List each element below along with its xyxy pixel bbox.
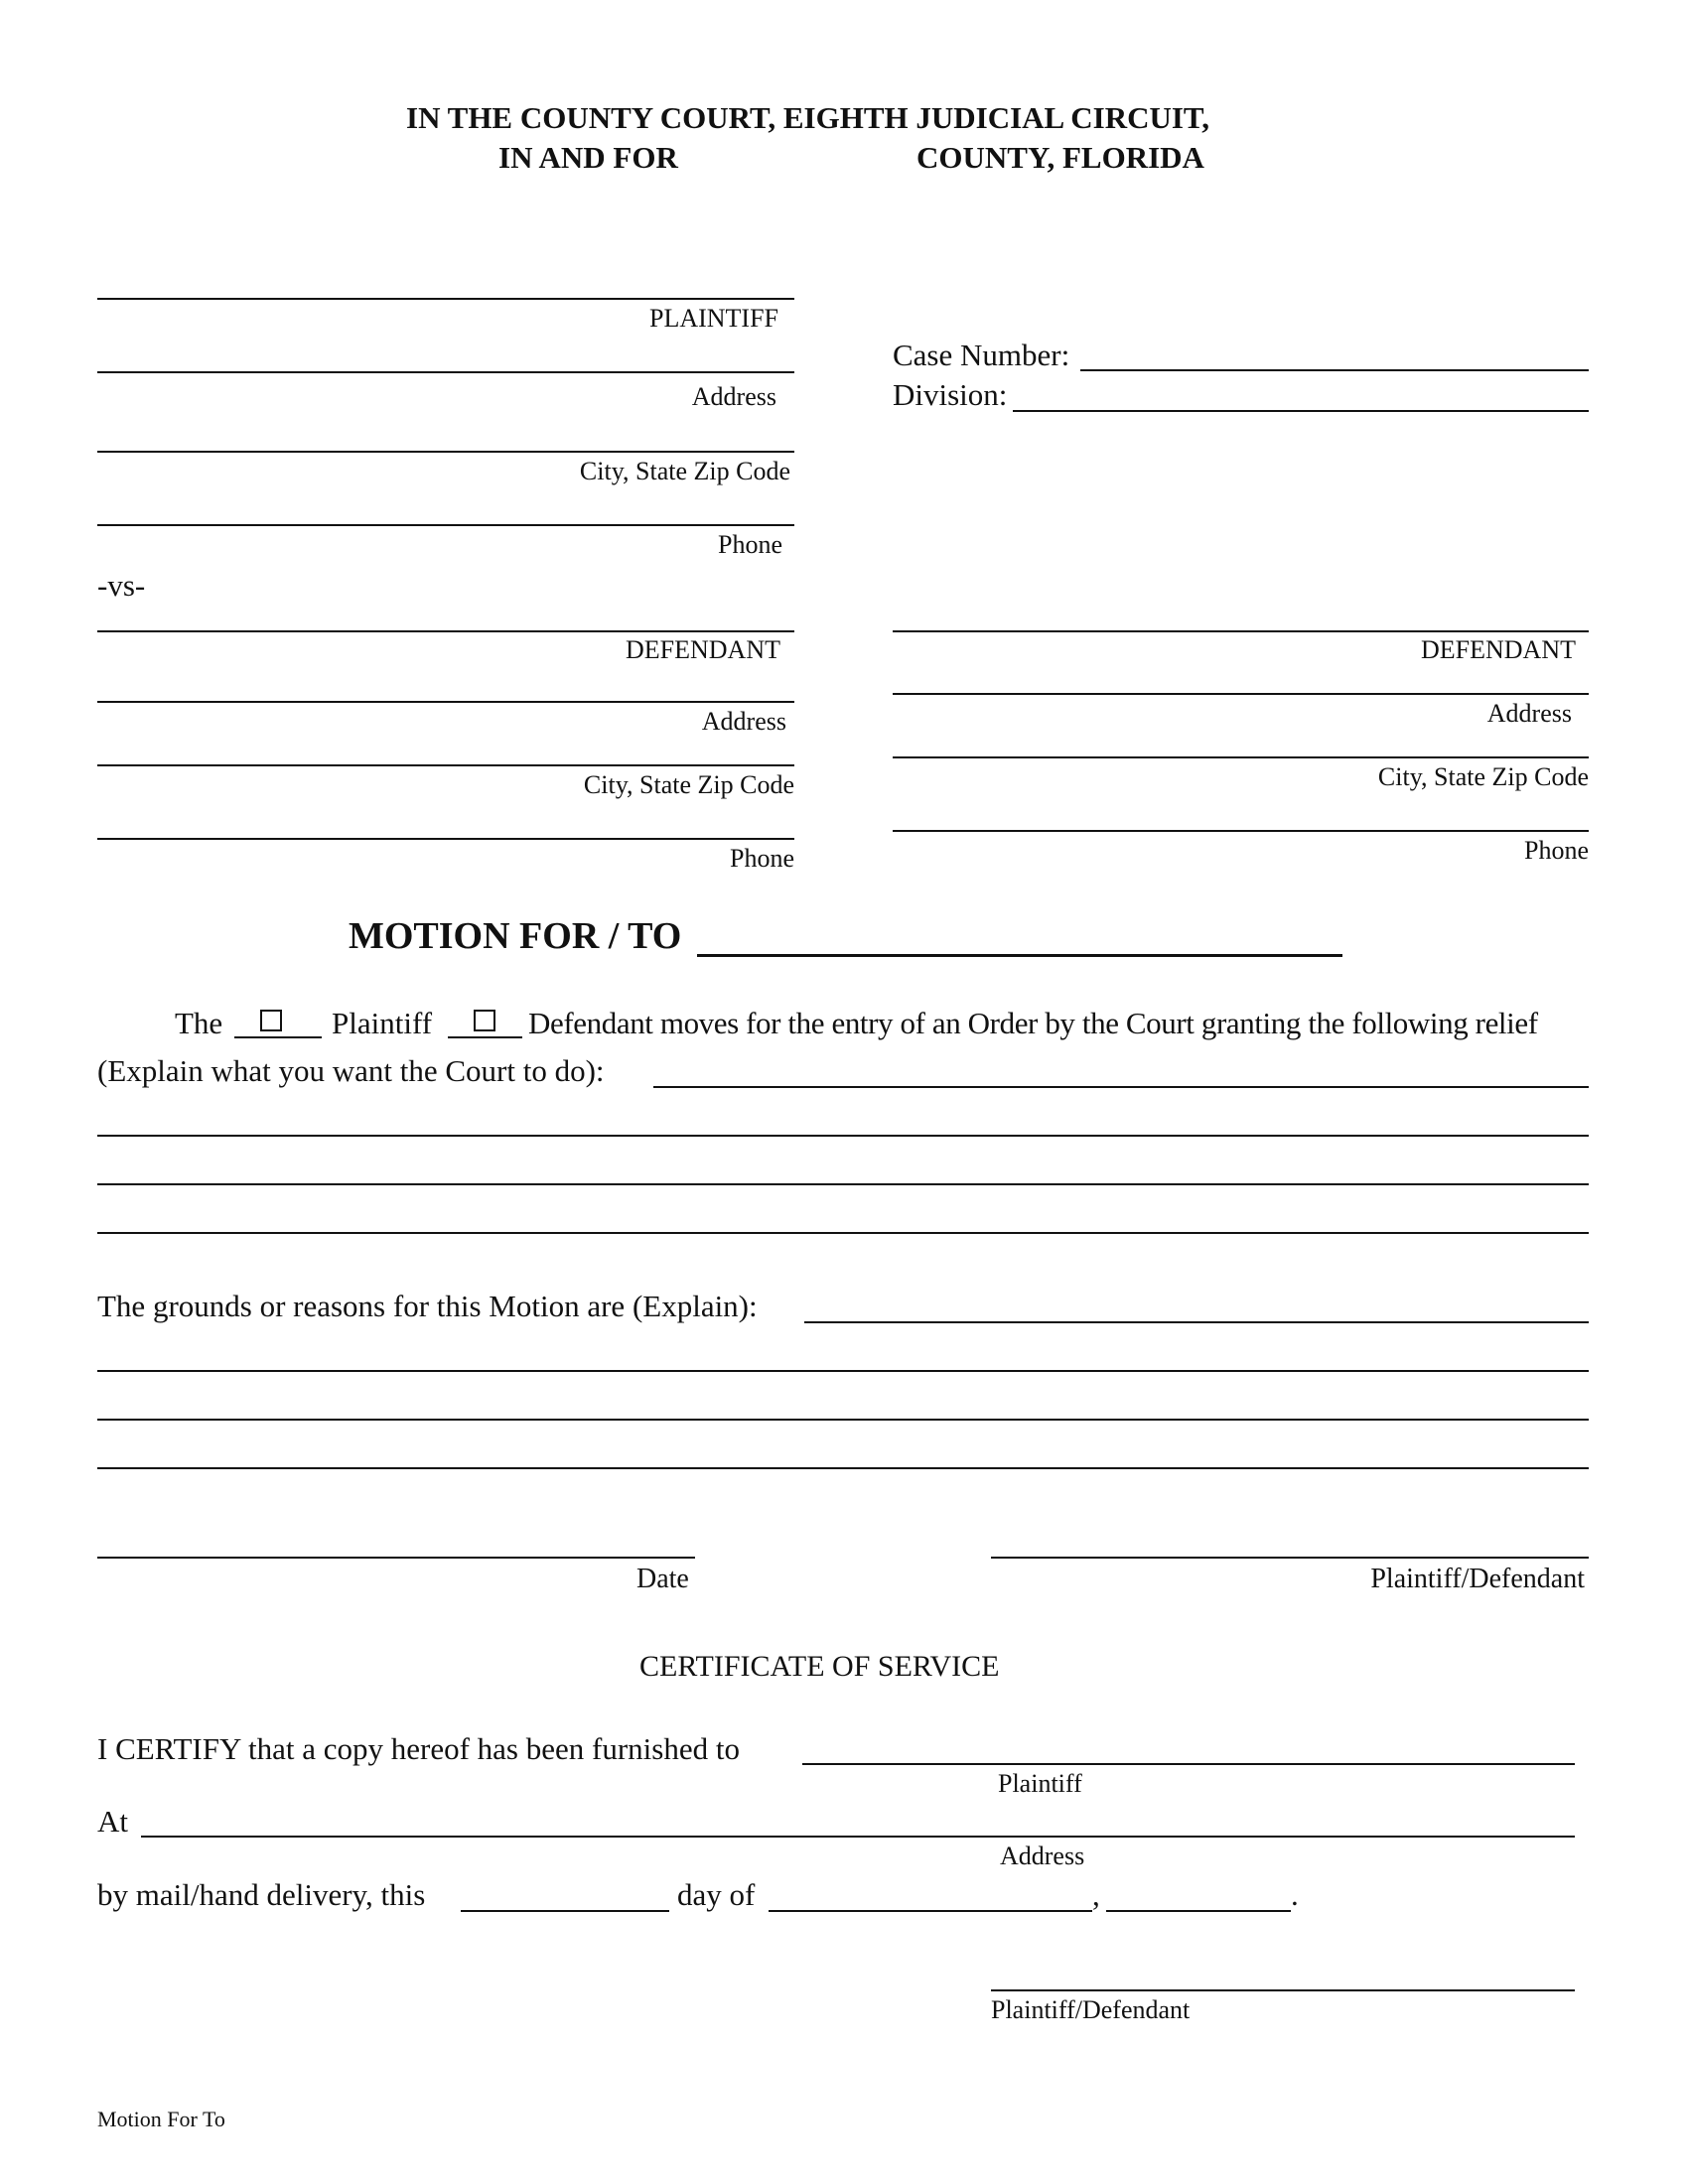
court-heading-in-and-for: IN AND FOR <box>498 140 678 175</box>
defendant-checkbox[interactable] <box>474 1010 495 1031</box>
at-label: At <box>97 1804 128 1839</box>
month-field[interactable] <box>769 1910 1092 1912</box>
case-number-field[interactable] <box>1080 369 1589 371</box>
grounds-line-4[interactable] <box>97 1467 1589 1469</box>
plaintiff-label: PLAINTIFF <box>648 304 778 333</box>
grounds-line-3[interactable] <box>97 1419 1589 1421</box>
relief-line-1[interactable] <box>653 1086 1589 1088</box>
defendant-left-address-field[interactable] <box>97 701 794 703</box>
versus-label: -vs- <box>97 568 146 603</box>
defendant-left-name-field[interactable] <box>97 630 794 632</box>
grounds-prompt: The grounds or reasons for this Motion are (Explain): <box>97 1289 758 1323</box>
defendant-left-phone-field[interactable] <box>97 838 794 840</box>
delivery-text: by mail/hand delivery, this <box>97 1877 426 1912</box>
footer-form-name: Motion For To <box>97 2107 225 2131</box>
relief-line-4[interactable] <box>97 1232 1589 1234</box>
plaintiff-city-field[interactable] <box>97 451 794 453</box>
defendant-right-label: DEFENDANT <box>1421 635 1576 664</box>
motion-the-label: The <box>175 1006 223 1040</box>
defendant-right-address-label: Address <box>1486 699 1572 728</box>
defendant-right-city-label: City, State Zip Code <box>1377 762 1589 791</box>
comma-mark: , <box>1092 1877 1100 1912</box>
grounds-line-2[interactable] <box>97 1370 1589 1372</box>
plaintiff-checkbox[interactable] <box>260 1010 282 1031</box>
explain-prompt: (Explain what you want the Court to do): <box>97 1053 605 1088</box>
defendant-left-phone-label: Phone <box>730 844 794 873</box>
date-label: Date <box>636 1564 689 1594</box>
certify-address-caption: Address <box>1000 1842 1085 1870</box>
plaintiff-name-field[interactable] <box>97 298 794 300</box>
court-heading-line1: IN THE COUNTY COURT, EIGHTH JUDICIAL CIRCUIT, <box>406 100 1210 135</box>
certificate-signature-caption: Plaintiff/Defendant <box>991 1995 1191 2024</box>
defendant-left-city-field[interactable] <box>97 764 794 766</box>
certificate-title: CERTIFICATE OF SERVICE <box>639 1650 1000 1683</box>
defendant-left-label: DEFENDANT <box>626 635 780 664</box>
plaintiff-address-field[interactable] <box>97 371 794 373</box>
day-field[interactable] <box>461 1910 669 1912</box>
defendant-right-city-field[interactable] <box>893 756 1589 758</box>
plaintiff-city-label: City, State Zip Code <box>579 457 790 485</box>
at-address-field[interactable] <box>141 1836 1575 1838</box>
certificate-signature-field[interactable] <box>991 1989 1575 1991</box>
plaintiff-check-underline <box>234 1036 322 1038</box>
furnished-to-field[interactable] <box>802 1763 1575 1765</box>
defendant-option-label: Defendant moves for the entry of an Order by the Court granting the following relief <box>528 1006 1538 1040</box>
certify-text: I CERTIFY that a copy hereof has been furnished to <box>97 1731 740 1766</box>
date-field[interactable] <box>97 1557 695 1559</box>
division-field[interactable] <box>1013 410 1589 412</box>
plaintiff-phone-field[interactable] <box>97 524 794 526</box>
plaintiff-phone-label: Phone <box>718 530 782 559</box>
period-mark: . <box>1291 1877 1299 1912</box>
motion-title: MOTION FOR / TO <box>349 915 682 957</box>
motion-title-field[interactable] <box>697 954 1342 957</box>
certify-plaintiff-caption: Plaintiff <box>998 1769 1082 1798</box>
plaintiff-address-label: Address <box>691 382 776 411</box>
defendant-right-name-field[interactable] <box>893 630 1589 632</box>
plaintiff-option-label: Plaintiff <box>332 1006 433 1040</box>
defendant-right-address-field[interactable] <box>893 693 1589 695</box>
relief-line-2[interactable] <box>97 1135 1589 1137</box>
day-of-label: day of <box>677 1877 756 1912</box>
party-signature-field[interactable] <box>991 1557 1589 1559</box>
defendant-left-address-label: Address <box>701 707 786 736</box>
case-number-label: Case Number: <box>893 338 1070 372</box>
relief-line-3[interactable] <box>97 1183 1589 1185</box>
court-heading-county: COUNTY, FLORIDA <box>916 140 1204 175</box>
defendant-left-city-label: City, State Zip Code <box>583 770 794 799</box>
defendant-right-phone-label: Phone <box>1524 836 1589 865</box>
defendant-check-underline <box>448 1036 522 1038</box>
defendant-right-phone-field[interactable] <box>893 830 1589 832</box>
year-field[interactable] <box>1106 1910 1291 1912</box>
party-signature-label: Plaintiff/Defendant <box>1370 1564 1585 1594</box>
grounds-line-1[interactable] <box>804 1321 1589 1323</box>
division-label: Division: <box>893 377 1008 412</box>
